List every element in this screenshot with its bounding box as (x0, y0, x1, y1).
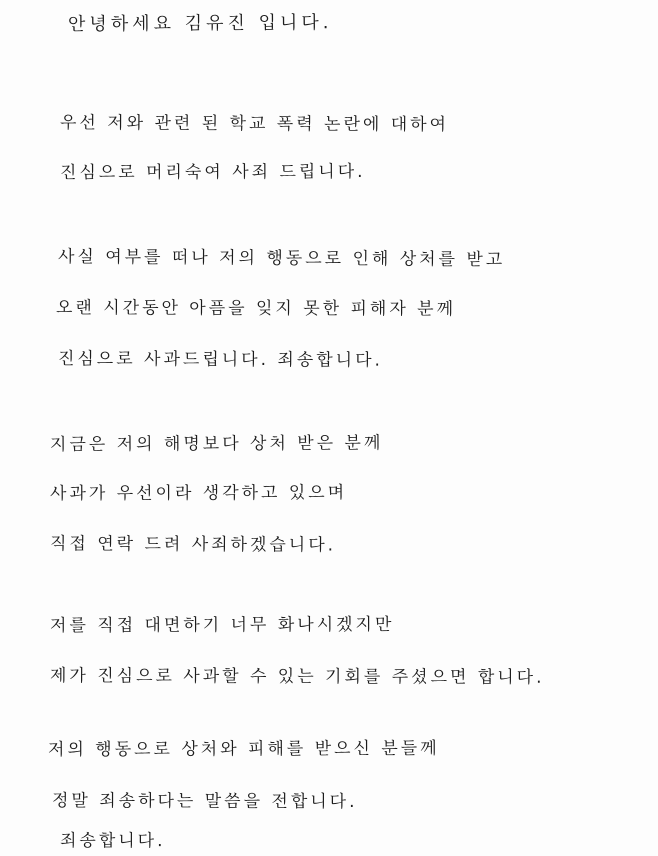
letter-closing: 죄송합니다. (59, 831, 166, 852)
letter-line: 정말 죄송하다는 말씀을 전합니다. (51, 791, 358, 813)
letter-line: 저를 직접 대면하기 너무 화나시겠지만 (49, 614, 395, 636)
letter-line: 진심으로 사과드립니다. 죄송합니다. (57, 349, 383, 371)
letter-line: 진심으로 머리숙여 사죄 드립니다. (59, 161, 366, 183)
letter-line: 사과가 우선이라 생각하고 있으며 (49, 482, 348, 504)
letter-line: 제가 진심으로 사과할 수 있는 기회를 주셨으면 합니다. (49, 666, 545, 688)
letter-line: 직접 연락 드려 사죄하겠습니다. (49, 534, 337, 556)
letter-line: 저의 행동으로 상처와 피해를 받으신 분들께 (47, 738, 440, 760)
letter-line: 사실 여부를 떠나 저의 행동으로 인해 상처를 받고 (57, 247, 506, 271)
letter-greeting: 안녕하세요 김유진 입니다. (67, 12, 333, 35)
letter-line: 오랜 시간동안 아픔을 잊지 못한 피해자 분께 (55, 298, 457, 320)
letter-line: 우선 저와 관련 된 학교 폭력 논란에 대하여 (59, 113, 450, 136)
letter-line: 지금은 저의 해명보다 상처 받은 분께 (49, 433, 384, 455)
